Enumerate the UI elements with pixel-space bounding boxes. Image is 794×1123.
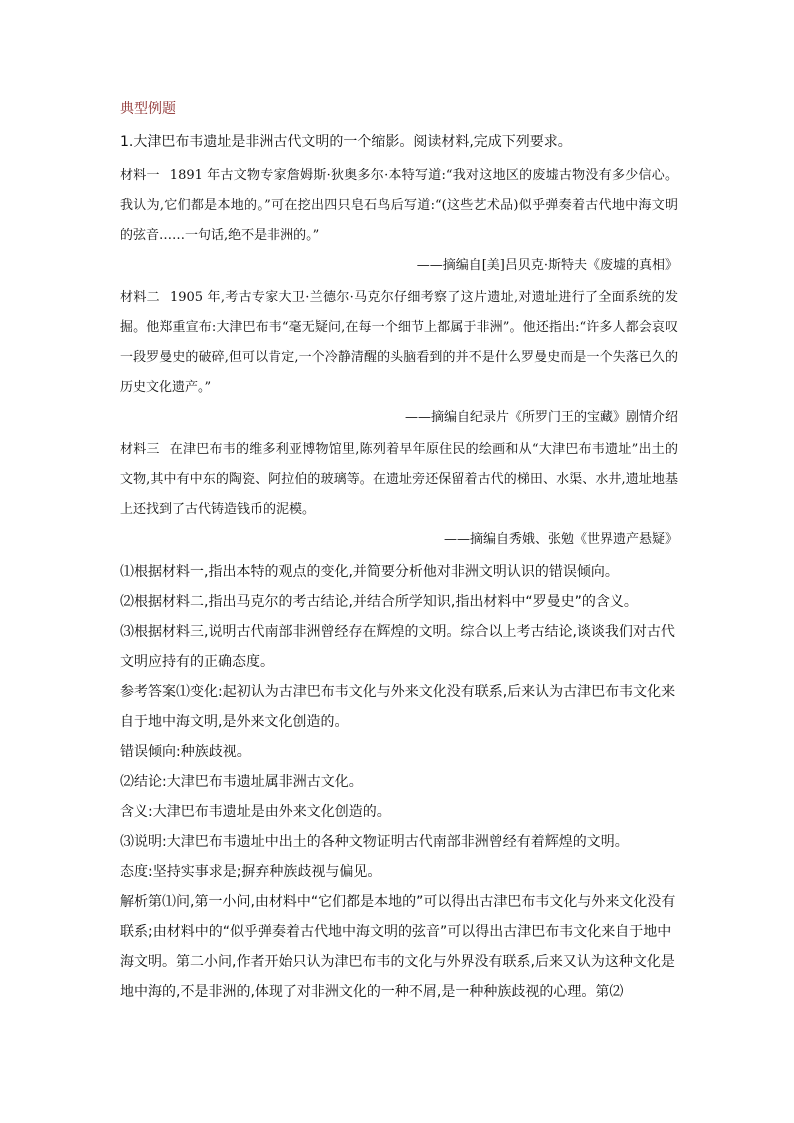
material-label: 材料一 [120, 168, 160, 183]
material-block-3 [120, 435, 678, 555]
material-3 [120, 435, 678, 525]
sub-question-1: ⑴根据材料一,指出本特的观点的变化,并简要分析他对非洲文明认识的错误倾向。 [120, 564, 619, 580]
answer-line: ⑶说明:大津巴布韦遗址中出土的各种文物证明古代南部非洲曾经有着辉煌的文明。 [120, 834, 629, 850]
material-text: 在津巴布韦的维多利亚博物馆里,陈列着早年原住民的绘画和从“大津巴布韦遗址”出土的文物,其中有中东的陶瓷、阿拉伯的玻璃等。在遗址旁还保留着古代的梯田、水渠、水井,遗址地基上还找到了古代铸造钱币的泥模。 [120, 442, 678, 517]
document-page [120, 98, 678, 1007]
answer-line: 参考答案⑴变化:起初认为古津巴布韦文化与外来文化没有联系,后来认为古津巴布韦文化来自于地中海文明,是外来文化创造的。 [120, 684, 676, 730]
answer-line: ⑵结论:大津巴布韦遗址属非洲古文化。 [120, 774, 363, 790]
material-source: ——摘编自秀娥、张勉《世界遗产悬疑》 [443, 532, 678, 547]
answer-line: 含义:大津巴布韦遗址是由外来文化创造的。 [120, 804, 391, 820]
answer-line: 错误倾向:种族歧视。 [120, 744, 251, 760]
section-title: 典型例题 [120, 101, 176, 117]
sub-question-2: ⑵根据材料二,指出马克尔的考古结论,并结合所学知识,指出材料中“罗曼史”的含义。 [120, 594, 638, 610]
material-source: ——摘编自纪录片《所罗门王的宝藏》剧情介绍 [404, 410, 678, 425]
material-label: 材料二 [120, 290, 160, 305]
material-source: ——摘编自[美]吕贝克·斯特夫《废墟的真相》 [416, 258, 678, 273]
material-text: 1891 年古文物专家詹姆斯·狄奥多尔·本特写道:“我对这地区的废墟古物没有多少信心。我认为,它们都是本地的。”可在挖出四只皂石鸟后写道:“(这些艺术品)似乎弹奏着古代地中海文明的弦音……一句话,绝不是非洲的。” [120, 168, 678, 243]
material-1 [120, 161, 678, 251]
material-2 [120, 283, 678, 403]
sub-question-3: ⑶根据材料三,说明古代南部非洲曾经存在辉煌的文明。综合以上考古结论,谈谈我们对古代文明应持有的正确态度。 [120, 624, 675, 670]
material-text: 1905 年,考古专家大卫·兰德尔·马克尔仔细考察了这片遗址,对遗址进行了全面系统的发掘。他郑重宣布:大津巴布韦“毫无疑问,在每一个细节上都属于非洲”。他还指出:“许多人都会哀叹一段罗曼史的破碎,但可以肯定,一个冷静清醒的头脑看到的并不是什么罗曼史而是一个失落已久的历史文化遗产。” [120, 290, 678, 395]
material-label: 材料三 [120, 442, 160, 457]
material-block-2 [120, 283, 678, 433]
material-block-1 [120, 161, 678, 281]
answer-line: 态度:坚持实事求是;摒弃种族歧视与偏见。 [120, 864, 382, 880]
analysis-paragraph: 解析第⑴问,第一小问,由材料中“它们都是本地的”可以得出古津巴布韦文化与外来文化没有联系;由材料中的“似乎弹奏着古代地中海文明的弦音”可以得出古津巴布韦文化来自于地中海文明。第二小问,作者开始只认为津巴布韦的文化与外界没有联系,后来又认为这种文化是地中海的,不是非洲的,体现了对非洲文化的一种不屑,是一种种族歧视的心理。第⑵ [120, 894, 676, 1000]
question-intro: 1.大津巴布韦遗址是非洲古代文明的一个缩影。阅读材料,完成下列要求。 [120, 134, 572, 150]
